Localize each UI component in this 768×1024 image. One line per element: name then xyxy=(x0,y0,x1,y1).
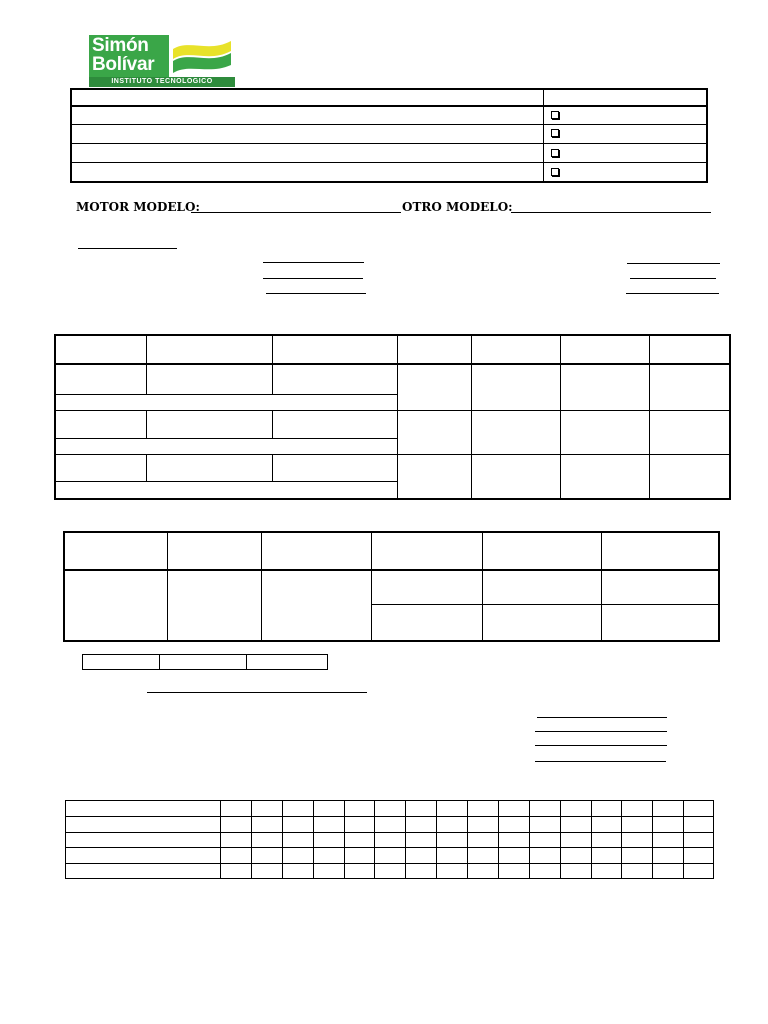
schedule-grid-row-line xyxy=(65,816,714,817)
schedule-grid-row-line xyxy=(65,847,714,848)
schedule-grid-col-line xyxy=(652,800,653,879)
table2-divider xyxy=(167,531,168,642)
small-input-divider xyxy=(159,654,160,670)
blank-field[interactable] xyxy=(78,248,177,249)
blank-field[interactable] xyxy=(263,278,363,279)
table1-rule xyxy=(54,454,731,455)
schedule-grid-col-line xyxy=(251,800,252,879)
option-checkbox-1[interactable] xyxy=(551,111,559,119)
table1-divider xyxy=(471,334,472,500)
table1-divider xyxy=(272,410,273,438)
motor-model-field[interactable] xyxy=(191,212,401,213)
logo-line2: Bolívar xyxy=(92,54,155,75)
schedule-grid-col-line xyxy=(621,800,622,879)
schedule-grid-col-line xyxy=(498,800,499,879)
blank-field[interactable] xyxy=(266,293,366,294)
option-checkbox-2[interactable] xyxy=(551,129,559,137)
table1-divider xyxy=(560,334,561,500)
table1-divider xyxy=(146,410,147,438)
other-model-field[interactable] xyxy=(511,212,711,213)
schedule-grid-col-line xyxy=(405,800,406,879)
header-table xyxy=(70,88,708,183)
table2-divider xyxy=(261,531,262,642)
blank-field[interactable] xyxy=(627,263,720,264)
table1-divider xyxy=(397,334,398,500)
table2-divider xyxy=(482,531,483,642)
table1-divider xyxy=(272,334,273,394)
schedule-grid-col-line xyxy=(591,800,592,879)
logo-green-block xyxy=(89,35,169,77)
schedule-grid-col-line xyxy=(560,800,561,879)
small-input-row[interactable] xyxy=(82,654,328,670)
schedule-grid-col-line xyxy=(282,800,283,879)
table1-rule xyxy=(54,481,397,482)
blank-field[interactable] xyxy=(535,745,667,746)
schedule-grid-col-line xyxy=(467,800,468,879)
option-checkbox-4[interactable] xyxy=(551,168,559,176)
header-table-rule xyxy=(70,162,708,163)
blank-field[interactable] xyxy=(626,293,719,294)
schedule-grid-col-line xyxy=(436,800,437,879)
schedule-grid-col-line xyxy=(683,800,684,879)
table1-divider xyxy=(146,454,147,481)
table1-rule xyxy=(54,438,397,439)
data-table-1 xyxy=(54,334,731,500)
schedule-grid-col-line xyxy=(374,800,375,879)
schedule-grid-col-line xyxy=(529,800,530,879)
schedule-grid-col-line xyxy=(313,800,314,879)
blank-field[interactable] xyxy=(535,761,666,762)
header-table-divider xyxy=(543,88,544,183)
blank-field[interactable] xyxy=(630,278,716,279)
blank-field[interactable] xyxy=(263,262,364,263)
schedule-grid-row-line xyxy=(65,863,714,864)
motor-model-label: MOTOR MODELO: xyxy=(76,200,200,214)
table1-divider xyxy=(146,334,147,394)
blank-field[interactable] xyxy=(147,692,367,693)
table2-divider xyxy=(371,531,372,642)
table2-rule xyxy=(63,569,720,571)
table1-rule xyxy=(54,363,731,365)
table1-rule xyxy=(54,410,731,411)
institute-logo xyxy=(89,35,235,87)
blank-field[interactable] xyxy=(537,717,667,718)
header-table-rule xyxy=(70,143,708,144)
table1-divider xyxy=(272,454,273,481)
logo-line1: Simón xyxy=(92,35,149,56)
logo-flag-icon xyxy=(169,35,235,77)
schedule-grid-col-line xyxy=(220,800,221,879)
other-model-label: OTRO MODELO: xyxy=(402,200,513,214)
table2-divider xyxy=(601,531,602,642)
schedule-grid xyxy=(65,800,714,879)
small-input-divider xyxy=(246,654,247,670)
data-table-2 xyxy=(63,531,720,642)
table1-rule xyxy=(54,394,397,395)
header-table-rule xyxy=(70,124,708,125)
schedule-grid-col-line xyxy=(344,800,345,879)
table2-rule xyxy=(371,604,720,605)
table1-divider xyxy=(649,334,650,500)
blank-field[interactable] xyxy=(535,731,667,732)
header-table-rule xyxy=(70,105,708,107)
option-checkbox-3[interactable] xyxy=(551,149,559,157)
schedule-grid-row-line xyxy=(65,832,714,833)
logo-tagline: INSTITUTO TECNOLOGICO xyxy=(89,77,235,87)
